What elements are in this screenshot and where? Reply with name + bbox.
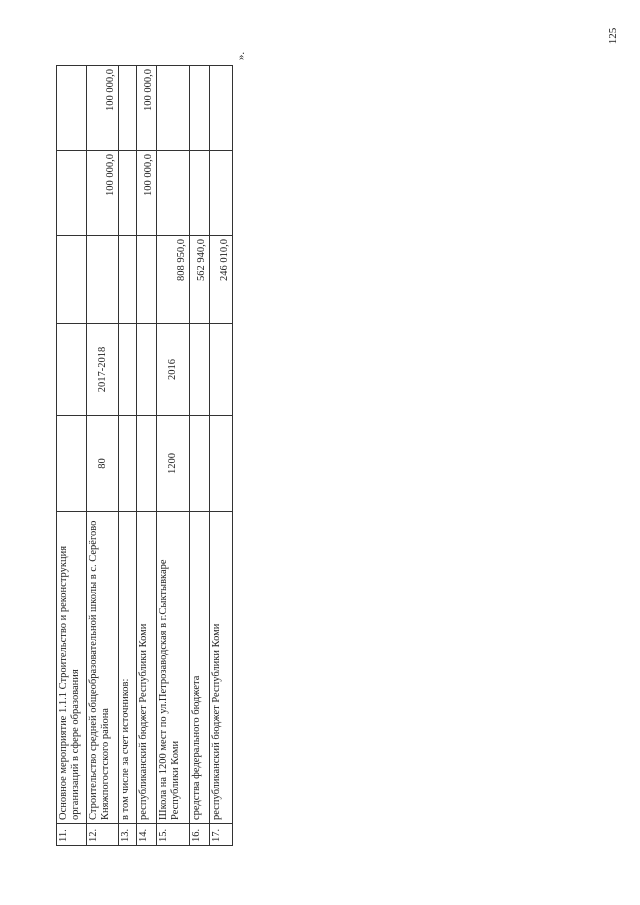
row-name: Школа на 1200 мест по ул.Петрозаводская в г.Сыктывкаре Республики Коми: [157, 512, 190, 824]
row-name: республиканский бюджет Республики Коми: [137, 512, 157, 824]
row-name: в том числе за счет источников:: [119, 512, 137, 824]
capacity-cell: 1200: [157, 416, 190, 512]
amount-2017-cell: 100 000,0: [87, 151, 119, 236]
row-number: 12.: [87, 824, 119, 846]
table-row: [87, 66, 119, 846]
amount-2018-cell: 100 000,0: [87, 66, 119, 151]
program-activities-table: [56, 66, 232, 846]
row-number: 16.: [190, 824, 210, 846]
capacity-cell: [137, 416, 157, 512]
amount-2017-cell: [210, 151, 233, 236]
amount-2018-cell: 100 000,0: [137, 66, 157, 151]
amount-2017-cell: 100 000,0: [137, 151, 157, 236]
row-name: республиканский бюджет Республики Коми: [210, 512, 233, 824]
row-number: 13.: [119, 824, 137, 846]
years-cell: 2017-2018: [87, 324, 119, 416]
table-row: [137, 66, 157, 846]
row-number: 17.: [210, 824, 233, 846]
amount-2016-cell: 246 010,0: [210, 236, 233, 324]
amount-2017-cell: [157, 151, 190, 236]
amount-2016-cell: [119, 236, 137, 324]
capacity-cell: 80: [87, 416, 119, 512]
row-number: 15.: [157, 824, 190, 846]
amount-2018-cell: [57, 66, 87, 151]
years-cell: [119, 324, 137, 416]
years-cell: 2016: [157, 324, 190, 416]
row-name: Строительство средней общеобразовательной школы в с. Серёгово Княжпогостского района: [87, 512, 119, 824]
amount-2016-cell: [87, 236, 119, 324]
amount-2016-cell: 562 940,0: [190, 236, 210, 324]
amount-2016-cell: [137, 236, 157, 324]
capacity-cell: [119, 416, 137, 512]
table-row: [157, 66, 190, 846]
amount-2018-cell: [157, 66, 190, 151]
row-name: средства федерального бюджета: [190, 512, 210, 824]
row-number: 14.: [137, 824, 157, 846]
capacity-cell: [210, 416, 233, 512]
table-row: [57, 66, 87, 846]
years-cell: [210, 324, 233, 416]
years-cell: [57, 324, 87, 416]
years-cell: [190, 324, 210, 416]
row-number: 11.: [57, 824, 87, 846]
amount-2018-cell: [210, 66, 233, 151]
table-row: [210, 66, 233, 846]
table-row: [190, 66, 210, 846]
capacity-cell: [190, 416, 210, 512]
amount-2017-cell: [119, 151, 137, 236]
row-name: Основное мероприятие 1.1.1 Строительство и реконструкция организаций в сфере образования: [57, 512, 87, 824]
page-number: 125: [607, 27, 619, 45]
amount-2017-cell: [190, 151, 210, 236]
amount-2017-cell: [57, 151, 87, 236]
closing-quote-mark: ».: [235, 51, 247, 61]
table-row: [119, 66, 137, 846]
amount-2018-cell: [190, 66, 210, 151]
amount-2018-cell: [119, 66, 137, 151]
amount-2016-cell: 808 950,0: [157, 236, 190, 324]
capacity-cell: [57, 416, 87, 512]
amount-2016-cell: [57, 236, 87, 324]
years-cell: [137, 324, 157, 416]
